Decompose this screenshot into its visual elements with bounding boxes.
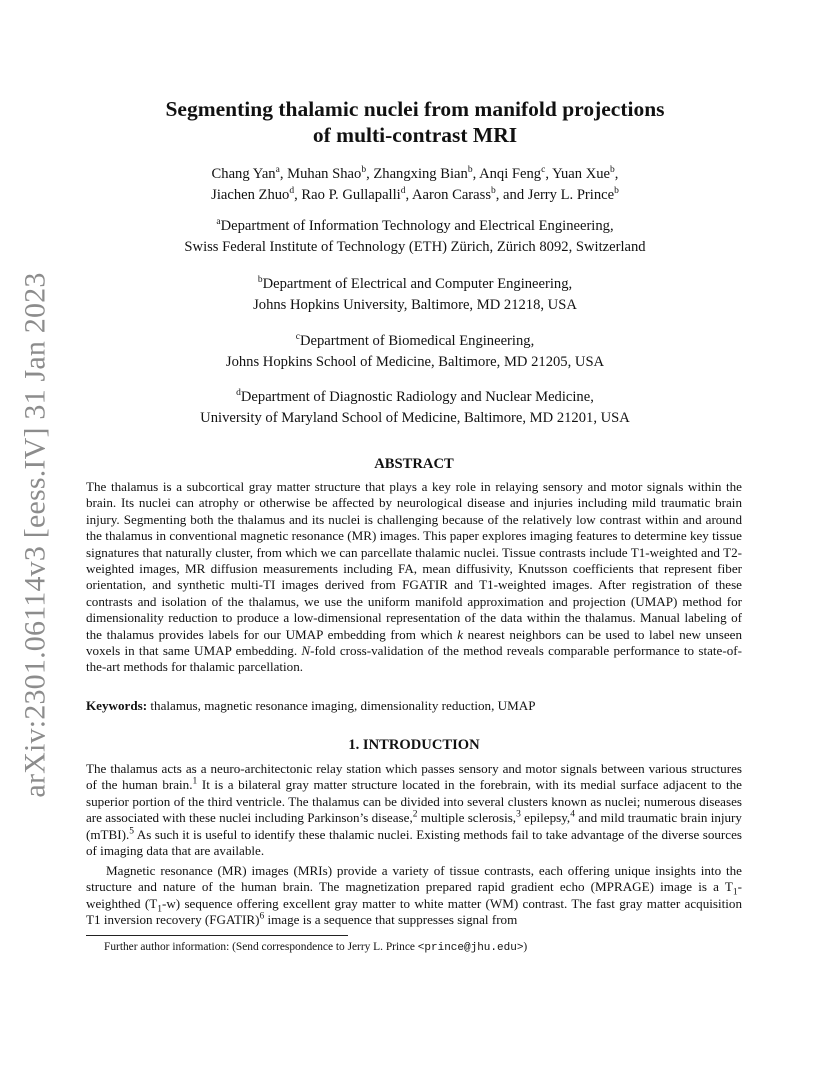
citation-ref[interactable]: 5 — [129, 826, 135, 837]
intro-text: epilepsy, — [520, 810, 571, 826]
affiliation-c — [100, 331, 730, 373]
author-line-2 — [100, 185, 730, 206]
affiliation-department: Department of Information Technology and Electrical Engineering, — [220, 218, 614, 234]
author-separator: , — [279, 166, 288, 182]
author-affiliation-mark: d — [400, 186, 406, 197]
footnote-close: ) — [523, 941, 528, 953]
citation-ref[interactable]: 4 — [570, 809, 575, 820]
introduction-heading: 1. INTRODUCTION — [348, 737, 480, 753]
abstract-heading: ABSTRACT — [374, 456, 454, 472]
citation-ref[interactable]: 1 — [192, 777, 198, 788]
author-name: Aaron Carass — [411, 187, 491, 203]
intro-paragraph-1 — [86, 761, 742, 859]
author-separator: , — [294, 187, 302, 203]
footnote-divider — [86, 935, 348, 936]
footnote — [104, 940, 744, 955]
intro-text: multiple sclerosis, — [417, 810, 517, 826]
keywords-text: thalamus, magnetic resonance imaging, dimensionality reduction, UMAP — [147, 698, 536, 713]
affiliation-b — [100, 274, 730, 316]
author-separator: , and — [495, 187, 528, 203]
paper-title — [100, 96, 730, 148]
affiliation-line-1 — [100, 216, 730, 237]
author-affiliation-mark: b — [610, 165, 615, 176]
author-separator: , — [366, 166, 374, 182]
citation-ref[interactable]: 2 — [412, 809, 418, 820]
intro-text: It is a bilateral gray matter structure located in the forebrain, with its medial surface adjacent to the superior portion of the third ventricle. The thalamus can be divided into several clusters known as nuclei; numerous diseases are associated with these nuclei including Parkinson’s disease, — [86, 777, 742, 826]
author-affiliation-mark: b — [491, 186, 496, 197]
affiliation-d — [100, 387, 730, 429]
affiliation-department: Department of Diagnostic Radiology and Nuclear Medicine, — [240, 389, 594, 405]
author-affiliation-mark: b — [614, 186, 619, 197]
author-separator: , — [614, 166, 619, 182]
author-name: Jerry L. Prince — [527, 187, 615, 203]
title-line-1: Segmenting thalamic nuclei from manifold projections — [165, 97, 665, 121]
affiliation-line-1 — [100, 331, 730, 352]
affiliation-line-2: Johns Hopkins University, Baltimore, MD 21218, USA — [253, 297, 577, 313]
author-affiliation-mark: a — [275, 165, 280, 176]
abstract-body — [86, 479, 742, 676]
author-name: Rao P. Gullapalli — [301, 187, 401, 203]
intro-text: and mild traumatic brain injury (mTBI). — [86, 810, 742, 842]
affiliation-mark: b — [257, 275, 263, 286]
keywords-label: Keywords: — [86, 698, 148, 713]
footnote-text: Further author information: (Send correspondence to Jerry L. Prince — [104, 941, 418, 953]
affiliation-line-1 — [100, 387, 730, 408]
author-affiliation-mark: d — [289, 186, 295, 197]
affiliation-line-1 — [100, 274, 730, 295]
affiliation-department: Department of Electrical and Computer Engineering, — [262, 276, 573, 292]
abstract-variable-k: k — [457, 626, 464, 642]
keywords — [86, 698, 742, 714]
citation-ref[interactable]: 3 — [516, 809, 521, 820]
intro-text: -w) sequence offering excellent gray matter to white matter (WM) contrast. The fast gray matter acquisition T1 inversion recovery (FGATIR) — [86, 895, 742, 928]
author-name: Jiachen Zhuo — [211, 187, 290, 203]
author-affiliation-mark: b — [361, 165, 367, 176]
author-separator: , — [472, 166, 480, 182]
affiliation-line-2: Swiss Federal Institute of Technology (ETH) Zürich, Zürich 8092, Switzerland — [184, 239, 646, 255]
abstract-text: nearest neighbors can be used to label new unseen voxels in that same UMAP embedding. — [86, 626, 742, 659]
arxiv-identifier: arXiv:2301.06114v3 [eess.IV] 31 Jan 2023 — [19, 272, 53, 798]
intro-text: The thalamus acts as a neuro-architectonic relay station which passes sensory and motor signals between various structures of the human brain. — [86, 761, 742, 793]
affiliation-a — [100, 216, 730, 258]
author-affiliation-mark: c — [541, 165, 546, 176]
abstract-text: The thalamus is a subcortical gray matter structure that plays a key role in relaying sensory and motor signals within the brain. Its nuclei can atrophy or otherwise be affected by neurological disease and injuries including mild traumatic brain injury. Segmenting both the thalamus and its nuclei is challenging because of the relatively low contrast within and around the thalamus in conventional magnetic resonance (MR) images. This paper explores imaging features to determine key tissue signatures that naturally cluster, from which we can parcellate thalamic nuclei. Tissue contrasts include T1-weighted and T2-weighted images, MR diffusion measurements including FA, mean diffusivity, Knutsson coefficients that represent fiber orientation, and synthetic multi-TI images derived from FGATIR and T1-weighted images. After registration of these contrasts and isolation of the thalamus, we use the uniform manifold approximation and projection (UMAP) method for dimensionality reduction to produce a low-dimensional representation of the data within the thalamus. Manual labeling of the thalamus provides labels for our UMAP embedding from which — [86, 479, 742, 642]
author-separator: , — [405, 187, 412, 203]
author-line-1 — [100, 164, 730, 185]
intro-paragraph-2 — [86, 863, 742, 929]
subscript: 1 — [732, 888, 738, 899]
abstract-variable-n: N — [301, 643, 311, 659]
author-name: Zhangxing Bian — [373, 166, 468, 182]
affiliation-mark: d — [236, 388, 241, 399]
author-name: Muhan Shao — [287, 166, 362, 182]
abstract-text: -fold cross-validation of the method reveals comparable performance to state-of-the-art methods for thalamic parcellation. — [86, 643, 742, 675]
intro-text: -weighthed (T — [86, 879, 742, 911]
intro-text: Magnetic resonance (MR) images (MRIs) provide a variety of tissue contrasts, each offering unique insights into the structure and nature of the human brain. The magnetization prepared rapid gradient echo (MPRAGE) image is a T — [86, 863, 742, 895]
affiliation-line-2: University of Maryland School of Medicine, Baltimore, MD 21201, USA — [200, 410, 630, 426]
affiliation-mark: a — [216, 217, 221, 228]
affiliation-mark: c — [295, 332, 300, 343]
subscript: 1 — [157, 904, 162, 915]
intro-text: As such it is useful to identify these thalamic nuclei. Existing methods fail to take advantage of the diverse sources of imaging data that are available. — [86, 826, 742, 859]
affiliation-line-2: Johns Hopkins School of Medicine, Baltimore, MD 21205, USA — [225, 354, 605, 370]
author-name: Yuan Xue — [552, 166, 611, 182]
arxiv-stamp — [18, 272, 54, 798]
affiliation-department: Department of Biomedical Engineering, — [299, 333, 535, 349]
author-name: Chang Yan — [211, 166, 276, 182]
author-separator: , — [545, 166, 553, 182]
author-affiliation-mark: b — [467, 165, 473, 176]
citation-ref[interactable]: 6 — [259, 911, 265, 922]
author-name: Anqi Feng — [479, 166, 542, 182]
correspondence-email[interactable]: <prince@jhu.edu> — [417, 942, 524, 954]
title-line-2: of multi-contrast MRI — [312, 123, 518, 147]
intro-text: image is a sequence that suppresses signal from — [264, 912, 518, 928]
author-list — [100, 164, 730, 206]
